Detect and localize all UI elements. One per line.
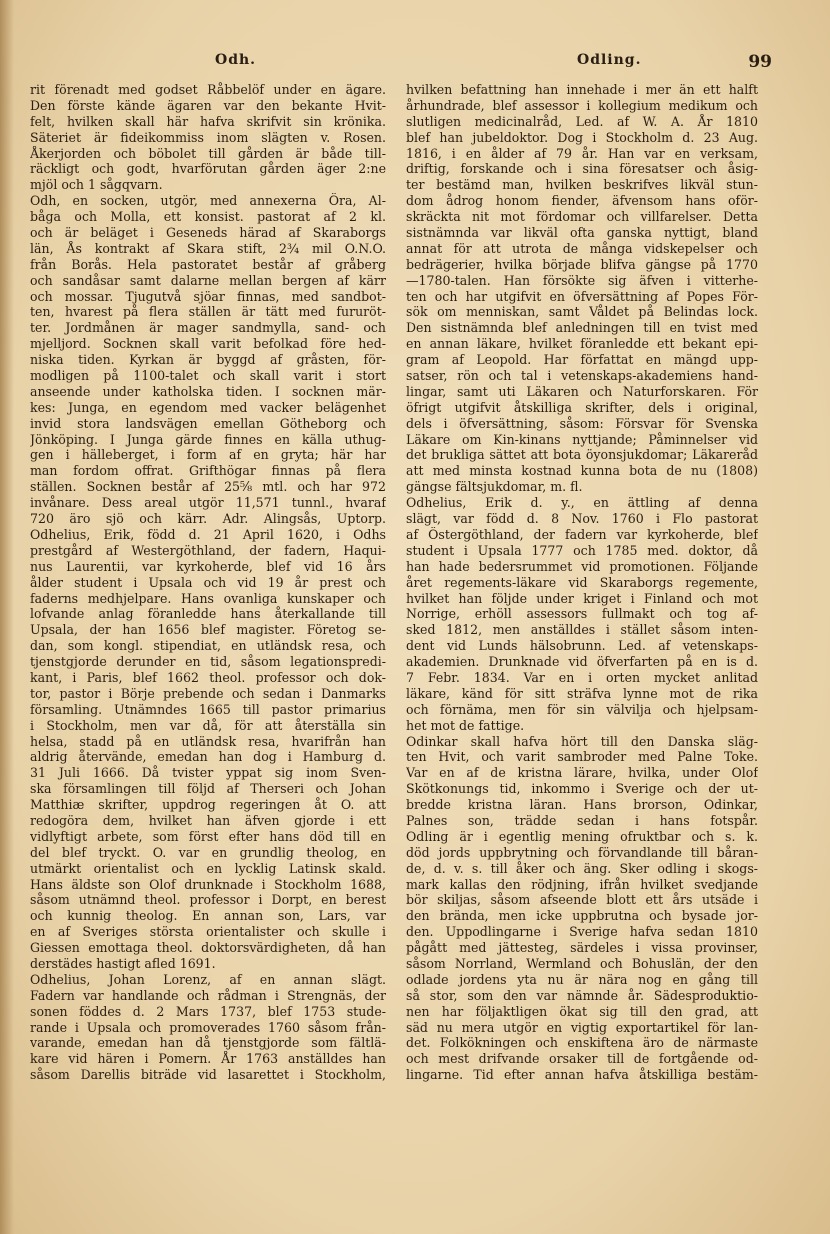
text-line: blef han jubeldoktor. Dog i Stockholm d. 23 Aug. [406,129,758,145]
text-line: mjelljord. Socknen skall varit befolkad före hed- [30,336,386,352]
text-line: Giessen emottaga theol. doktorsvärdigheten, då han [30,940,386,956]
text-line: man fordom offrat. Grifthögar finnas på flera [30,463,386,479]
text-line: nen har följaktligen ökat sig till den grad, att [406,1003,758,1019]
text-line: felt, hvilken skall här hafva skrifvit sin krönika. [30,113,386,129]
text-line: kes: Junga, en egendom med vacker belägenhet [30,399,386,415]
text-line: Fadern var handlande och rådman i Strengnäs, der [30,987,386,1003]
text-line: och är beläget i Geseneds härad af Skaraborgs [30,225,386,241]
text-line: Palnes son, trädde sedan i hans fotspår. [406,812,758,828]
text-line: ten, hvarest på flera ställen är tätt med fururöt- [30,304,386,320]
text-line: del blef tryckt. O. var en grundlig theolog, en [30,844,386,860]
text-line: pågått med jättesteg, särdeles i vissa provinser, [406,940,758,956]
text-line: läkare, känd för sitt sträfva lynne mot de rika [406,685,758,701]
text-line: satser, rön och tal i vetenskaps-akademiens hand- [406,368,758,384]
text-line: varande, emedan han då tjenstgjorde som fältlä- [30,1035,386,1051]
text-line: Odhelius, Erik d. y., en ättling af denna [406,495,758,511]
text-line: invånare. Dess areal utgör 11,571 tunnl., hvaraf [30,495,386,511]
text-line: en annan läkare, hvilket föranledde ett bekant epi- [406,336,758,352]
text-line: Upsala, der han 1656 blef magister. Företog se- [30,622,386,638]
text-line: Odh, en socken, utgör, med annexerna Öra, Al- [30,193,386,209]
text-line: ter bestämd man, hvilken beskrifves likväl stun- [406,177,758,193]
text-line: dan, som kongl. stipendiat, en utländsk resa, och [30,638,386,654]
text-line: en af Sveriges största orientalister och skulle i [30,924,386,940]
text-line: af Östergöthland, der fadern var kyrkoherde, blef [406,526,758,542]
text-line: Odhelius, Johan Lorenz, af en annan slägt. [30,971,386,987]
text-line: dels i öfversättning, såsom: Försvar för Svenska [406,415,758,431]
text-line: faderns medhjelpare. Hans ovanliga kunskaper och [30,590,386,606]
text-line: rit förenadt med godset Råbbelöf under en ägare. [30,82,386,97]
text-line: invid stora landsvägen emellan Götheborg och [30,415,386,431]
text-line: och förnäma, men för sin välvilja och hjelpsam- [406,701,758,717]
text-line: nus Laurentii, var kyrkoherde, blef vid 16 års [30,558,386,574]
text-line: i Stockholm, men var då, för att återställa sin [30,717,386,733]
text-line: odlade jordens yta nu är nära nog en gång till [406,971,758,987]
text-line: Odhelius, Erik, född d. 21 April 1620, i Odhs [30,526,386,542]
text-line: ålder student i Upsala och vid 19 år prest och [30,574,386,590]
text-line: hvilket han följde under kriget i Finland och mot [406,590,758,606]
text-line: gängse fältsjukdomar, m. fl. [406,479,583,495]
text-line: redogöra dem, hvilket han äfven gjorde i ett [30,812,386,828]
text-line: prestgård af Westergöthland, der fadern, Haqui- [30,542,386,558]
text-line: såsom utnämnd theol. professor i Dorpt, en berest [30,892,386,908]
text-line: död jords uppbrytning och förvandlande till båran- [406,844,758,860]
text-line: såsom Norrland, Wermland och Bohuslän, der den [406,955,758,971]
text-line: sistnämnda var likväl ofta ganska nyttigt, bland [406,225,758,241]
text-line: tjenstgjorde derunder en tid, såsom legationspredi- [30,654,386,670]
text-line: 720 äro sjö och kärr. Adr. Alingsås, Uptorp. [30,511,386,527]
text-line: århundrade, blef assessor i kollegium medikum och [406,97,758,113]
text-line: de, d. v. s. till åker och äng. Sker odling i skogs- [406,860,758,876]
text-line: gram af Leopold. Har författat en mängd upp- [406,352,758,368]
text-line: lofvande anlag föranledde hans återkallande till [30,606,386,622]
text-line: helsa, stadd på en utländsk resa, hvarifrån han [30,733,386,749]
right-text-column [406,82,758,1083]
text-line: anseende under katholska tiden. I socknen mär- [30,383,386,399]
text-line: sked 1812, men anställdes i stället såsom inten- [406,622,758,638]
text-line: och mest drifvande orsaker till de fortgående od- [406,1051,758,1067]
text-line: att med minsta kostnad kunna bota de nu (1808) [406,463,758,479]
text-line: driftig, forskande och i sina föresatser och åsig- [406,161,758,177]
text-line: 31 Juli 1666. Då tvister yppat sig inom Sven- [30,765,386,781]
text-line: mark kallas den rödjning, ifrån hvilket svedjande [406,876,758,892]
text-line: räckligt och godt, hvarförutan gården äger 2:ne [30,161,386,177]
text-line: sök om menniskan, samt Våldet på Belindas lock. [406,304,758,320]
text-line: kant, i Paris, blef 1662 theol. professor och dok- [30,669,386,685]
text-line: aldrig återvände, emedan han dog i Hamburg d. [30,749,386,765]
text-line: säd nu mera utgör en vigtig exportartikel för lan- [406,1019,758,1035]
text-line: ten och har utgifvit en öfversättning af Popes För- [406,288,758,304]
text-line: rande i Upsala och promoverades 1760 såsom från- [30,1019,386,1035]
text-line: ställen. Socknen består af 25⅝ mtl. och har 972 [30,479,386,495]
text-line: län, Ås kontrakt af Skara stift, 2¾ mil O.N.O. [30,240,386,256]
text-line: akademien. Drunknade vid öfverfarten på en is d. [406,654,758,670]
text-line: bredde kristna läran. Hans brorson, Odinkar, [406,797,758,813]
text-line: dent vid Lunds hälsobrunn. Led. af vetenskaps- [406,638,758,654]
text-line: så stor, som den var nämnde år. Sädesproduktio- [406,987,758,1003]
text-line: Säteriet är fideikommiss inom slägten v. Rosen. [30,129,386,145]
text-line: lingar, samt uti Läkaren och Naturforskaren. För [406,383,758,399]
text-line: vidlyftigt arbete, som först efter hans död till en [30,828,386,844]
text-line: gen i hälleberget, i form af en gryta; här har [30,447,386,463]
text-line: 1816, i en ålder af 79 år. Han var en verksam, [406,145,758,161]
header-right-word: Odling. [577,52,642,68]
text-line: den. Uppodlingarne i Sverige hafva sedan 1810 [406,924,758,940]
text-line: Jönköping. I Junga gärde finnes en källa uthug- [30,431,386,447]
text-line: utmärkt orientalist och en lycklig Latinsk skald. [30,860,386,876]
header-left-word: Odh. [215,52,257,68]
text-line: slutligen medicinalråd, Led. af W. A. År 1810 [406,113,758,129]
text-line: Matthiæ skrifter, uppdrog regeringen åt O. att [30,797,386,813]
text-line: öfrigt utgifvit åtskilliga skrifter, dels i original, [406,399,758,415]
text-line: båga och Molla, ett konsist. pastorat af 2 kl. [30,209,386,225]
text-line: ska församlingen till följd af Therseri och Johan [30,781,386,797]
text-line: —1780-talen. Han försökte sig äfven i vitterhe- [406,272,758,288]
text-line: hvilken befattning han innehade i mer än ett halft [406,82,758,97]
page-number: 99 [748,52,772,72]
text-line: Odling är i egentlig mening ofruktbar och s. k. [406,828,758,844]
text-line: dom ådrog honom fiender, äfvensom hans oför- [406,193,758,209]
text-line: han hade bedersrummet vid promotionen. Följande [406,558,758,574]
text-line: niska tiden. Kyrkan är byggd af gråsten, för- [30,352,386,368]
text-line: skräckta nit mot fördomar och villfarelser. Detta [406,209,758,225]
text-line: Norrige, erhöll assessors fullmakt och tog af- [406,606,758,622]
text-line: Odinkar skall hafva hört till den Danska släg- [406,733,758,749]
text-line: det. Folkökningen och enskiftena äro de närmaste [406,1035,758,1051]
text-line: såsom Darellis biträde vid lasarettet i Stockholm, [30,1067,386,1083]
text-line: Var en af de kristna lärare, hvilka, under Olof [406,765,758,781]
text-line: kare vid hären i Pomern. År 1763 anställdes han [30,1051,386,1067]
text-line: 7 Febr. 1834. Var en i orten mycket anlitad [406,669,758,685]
text-line: sonen föddes d. 2 Mars 1737, blef 1753 stude- [30,1003,386,1019]
text-line: ter. Jordmånen är mager sandmylla, sand- och [30,320,386,336]
text-line: och kunnig theolog. En annan son, Lars, var [30,908,386,924]
text-line: församling. Utnämndes 1665 till pastor primarius [30,701,386,717]
left-text-column [30,82,386,1083]
text-line: Den sistnämnda blef anledningen till en tvist med [406,320,758,336]
text-line: Hans äldste son Olof drunknade i Stockholm 1688, [30,876,386,892]
text-line: bör skiljas, såsom afseende blott ett års utsäde i [406,892,758,908]
text-line: från Borås. Hela pastoratet består af gråberg [30,256,386,272]
text-line: den brända, men icke uppbrutna och bysade jor- [406,908,758,924]
text-line: Åkerjorden och böbolet till gården är både till- [30,145,386,161]
text-line: student i Upsala 1777 och 1785 med. doktor, då [406,542,758,558]
running-header [30,52,808,78]
text-line: tor, pastor i Börje prebende och sedan i Danmarks [30,685,386,701]
text-line: det brukliga sättet att bota öyonsjukdomar; Läkareråd [406,447,758,463]
text-line: derstädes hastigt afled 1691. [30,955,216,971]
text-line: slägt, var född d. 8 Nov. 1760 i Flo pastorat [406,511,758,527]
text-line: Läkare om Kin-kinans nyttjande; Påminnelser vid [406,431,758,447]
text-line: året regements-läkare vid Skaraborgs regemente, [406,574,758,590]
page-edge-shadow [0,0,14,1234]
text-line: och mossar. Tjugutvå sjöar finnas, med sandbot- [30,288,386,304]
text-line: modligen på 1100-talet och skall varit i stort [30,368,386,384]
text-line: och sandåsar samt dalarne mellan bergen af kärr [30,272,386,288]
text-line: lingarne. Tid efter annan hafva åtskilliga bestäm- [406,1067,758,1083]
text-line: bedrägerier, hvilka började blifva gängse på 1770 [406,256,758,272]
text-line: mjöl och 1 sågqvarn. [30,177,163,193]
text-line: Den förste kände ägaren var den bekante Hvit- [30,97,386,113]
text-line: ten Hvit, och varit sambroder med Palne Toke. [406,749,758,765]
text-line: het mot de fattige. [406,717,525,733]
text-line: annat för att utrota de många vidskepelser och [406,240,758,256]
text-line: Skötkonungs tid, inkommo i Sverige och der ut- [406,781,758,797]
